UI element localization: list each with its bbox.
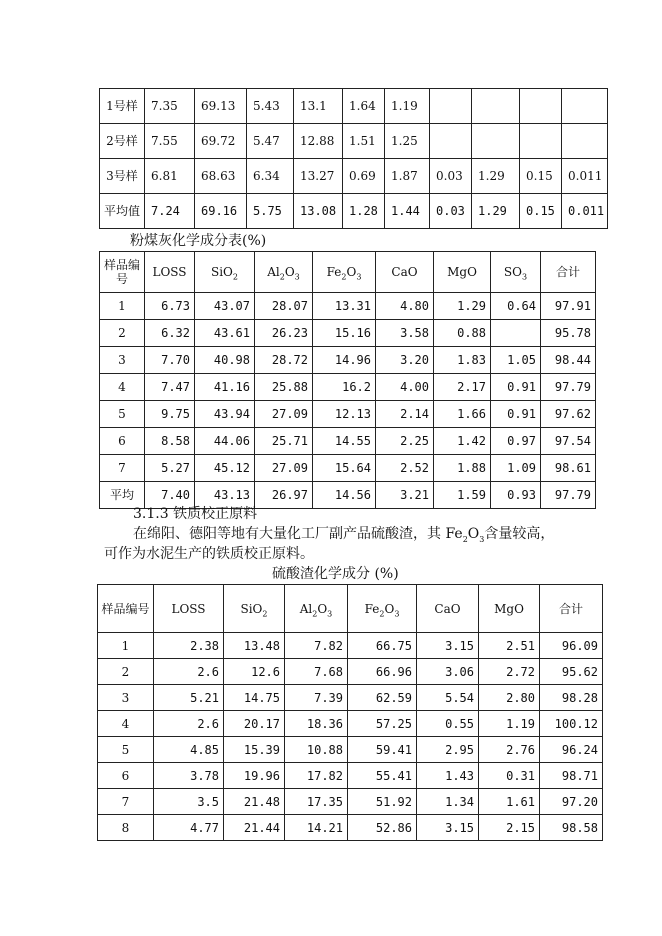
table-cell: 97.62 [541, 401, 596, 428]
table-cell: 2.51 [479, 633, 540, 659]
table-cell: 7.35 [145, 89, 195, 124]
table-cell: 1.19 [479, 711, 540, 737]
table-cell: 3.15 [417, 633, 479, 659]
header-loss: LOSS [154, 585, 224, 633]
table-cell: 51.92 [348, 789, 417, 815]
table-cell: 26.23 [255, 320, 313, 347]
table-cell: 2.15 [479, 815, 540, 841]
fly-ash-table-body [100, 293, 596, 509]
table-cell: 2.95 [417, 737, 479, 763]
table-cell: 7.68 [285, 659, 348, 685]
table-cell: 25.88 [255, 374, 313, 401]
table-cell [491, 320, 541, 347]
table-cell: 7.24 [145, 194, 195, 229]
pyrite-slag-composition-table [97, 584, 603, 841]
table-cell: 15.64 [313, 455, 376, 482]
table-cell: 14.96 [313, 347, 376, 374]
table-row [100, 428, 596, 455]
row-label: 7 [98, 789, 154, 815]
section-paragraph-line-2: 可作为水泥生产的铁质校正原料。 [104, 546, 314, 562]
table-cell: 1.28 [343, 194, 385, 229]
table-cell: 1.88 [434, 455, 491, 482]
table-cell: 10.88 [285, 737, 348, 763]
table-cell: 3.20 [376, 347, 434, 374]
row-label: 1号样 [100, 89, 145, 124]
header-total: 合计 [541, 252, 596, 293]
table-cell: 0.15 [520, 159, 562, 194]
table-cell: 43.61 [195, 320, 255, 347]
table-cell: 7.82 [285, 633, 348, 659]
table-cell: 2.14 [376, 401, 434, 428]
table-cell: 7.40 [145, 482, 195, 509]
table-cell: 5.43 [247, 89, 294, 124]
header-cao: CaO [376, 252, 434, 293]
table-cell: 27.09 [255, 455, 313, 482]
table-cell: 62.59 [348, 685, 417, 711]
fly-ash-table-title: 粉煤灰化学成分表(%) [130, 233, 267, 249]
table-cell [430, 124, 472, 159]
table-cell: 98.71 [540, 763, 603, 789]
table-cell: 12.6 [224, 659, 285, 685]
table-cell: 43.07 [195, 293, 255, 320]
table-cell: 16.2 [313, 374, 376, 401]
table-cell: 66.75 [348, 633, 417, 659]
table-cell: 98.61 [541, 455, 596, 482]
table-cell: 3.21 [376, 482, 434, 509]
table-cell: 68.63 [195, 159, 247, 194]
table-cell: 12.13 [313, 401, 376, 428]
table-cell: 3.58 [376, 320, 434, 347]
table-cell: 6.32 [145, 320, 195, 347]
table-cell: 2.17 [434, 374, 491, 401]
row-label: 5 [100, 401, 145, 428]
raw-material-table-body [100, 89, 608, 229]
header-sio2: SiO$_2$ [224, 585, 285, 633]
table-cell [472, 124, 520, 159]
table-cell: 13.31 [313, 293, 376, 320]
table-cell: 2.72 [479, 659, 540, 685]
fly-ash-composition-table [99, 251, 596, 509]
table-cell: 5.54 [417, 685, 479, 711]
table-cell: 97.54 [541, 428, 596, 455]
table-cell: 3.06 [417, 659, 479, 685]
table-cell: 28.72 [255, 347, 313, 374]
table-cell: 1.43 [417, 763, 479, 789]
header-sample-number: 样品编号 [100, 252, 145, 293]
table-row [98, 789, 603, 815]
table-row [100, 159, 608, 194]
table-cell: 41.16 [195, 374, 255, 401]
table-cell: 6.34 [247, 159, 294, 194]
table-cell: 7.55 [145, 124, 195, 159]
table-cell: 1.59 [434, 482, 491, 509]
table-cell: 2.80 [479, 685, 540, 711]
table-row [100, 124, 608, 159]
table-cell: 69.72 [195, 124, 247, 159]
table-cell: 5.47 [247, 124, 294, 159]
table-cell: 1.34 [417, 789, 479, 815]
table-cell: 9.75 [145, 401, 195, 428]
table-row [100, 194, 608, 229]
table-row [98, 815, 603, 841]
header-fe2o3: $Fe_2O_3$ [313, 252, 376, 293]
table-cell: 69.16 [195, 194, 247, 229]
table-cell: 0.97 [491, 428, 541, 455]
table-cell: 1.09 [491, 455, 541, 482]
row-label: 6 [100, 428, 145, 455]
table-cell: 1.19 [385, 89, 430, 124]
pyrite-slag-table-body [98, 633, 603, 841]
table-cell: 6.73 [145, 293, 195, 320]
table-cell: 3.15 [417, 815, 479, 841]
table-cell: 0.91 [491, 401, 541, 428]
table-cell: 14.55 [313, 428, 376, 455]
table-cell: 3.5 [154, 789, 224, 815]
table-cell: 97.20 [540, 789, 603, 815]
table-cell: 96.09 [540, 633, 603, 659]
table-cell: 2.38 [154, 633, 224, 659]
table-cell: 1.83 [434, 347, 491, 374]
table-cell: 3.78 [154, 763, 224, 789]
table-cell: 43.13 [195, 482, 255, 509]
header-sio2: SiO$_2$ [195, 252, 255, 293]
table-cell: 14.21 [285, 815, 348, 841]
table-cell: 5.75 [247, 194, 294, 229]
table-cell: 7.47 [145, 374, 195, 401]
table-header-row [100, 252, 596, 293]
table-cell [430, 89, 472, 124]
table-cell [472, 89, 520, 124]
table-cell: 4.85 [154, 737, 224, 763]
row-label: 8 [98, 815, 154, 841]
header-total: 合计 [540, 585, 603, 633]
table-cell: 17.82 [285, 763, 348, 789]
table-header-row [98, 585, 603, 633]
table-row [100, 347, 596, 374]
section-paragraph-line-1: 在绵阳、德阳等地有大量化工厂副产品硫酸渣，其 $Fe_2O_3$含量较高， [133, 526, 555, 544]
table-cell: 1.05 [491, 347, 541, 374]
table-cell: 97.79 [541, 374, 596, 401]
table-cell: 95.78 [541, 320, 596, 347]
table-cell [562, 89, 608, 124]
table-cell: 0.31 [479, 763, 540, 789]
table-cell: 4.77 [154, 815, 224, 841]
table-cell: 97.79 [541, 482, 596, 509]
row-label: 平均 [100, 482, 145, 509]
table-row [98, 763, 603, 789]
table-cell: 97.91 [541, 293, 596, 320]
table-row [100, 374, 596, 401]
header-al2o3: $Al_2O_3$ [255, 252, 313, 293]
table-cell: 27.09 [255, 401, 313, 428]
table-row [100, 455, 596, 482]
header-so3: $SO_3$ [491, 252, 541, 293]
table-cell: 17.35 [285, 789, 348, 815]
table-row [98, 711, 603, 737]
header-al2o3: $Al_2O_3$ [285, 585, 348, 633]
table-row [98, 685, 603, 711]
table-cell: 0.15 [520, 194, 562, 229]
table-cell [520, 89, 562, 124]
row-label: 1 [98, 633, 154, 659]
table-cell: 40.98 [195, 347, 255, 374]
header-sample-number: 样品编号 [98, 585, 154, 633]
table-cell: 0.011 [562, 194, 608, 229]
row-label: 1 [100, 293, 145, 320]
table-cell: 26.97 [255, 482, 313, 509]
table-cell: 45.12 [195, 455, 255, 482]
table-cell: 20.17 [224, 711, 285, 737]
table-cell: 1.29 [472, 159, 520, 194]
table-cell: 96.24 [540, 737, 603, 763]
table-cell: 19.96 [224, 763, 285, 789]
table-cell: 1.61 [479, 789, 540, 815]
table-cell: 4.80 [376, 293, 434, 320]
table-cell: 1.29 [434, 293, 491, 320]
row-label: 4 [100, 374, 145, 401]
table-cell: 21.48 [224, 789, 285, 815]
table-cell: 0.93 [491, 482, 541, 509]
row-label: 3号样 [100, 159, 145, 194]
table-cell [520, 124, 562, 159]
table-cell: 15.16 [313, 320, 376, 347]
table-cell: 1.29 [472, 194, 520, 229]
table-row [98, 737, 603, 763]
table-cell: 57.25 [348, 711, 417, 737]
table-cell: 98.44 [541, 347, 596, 374]
table-cell: 69.13 [195, 89, 247, 124]
table-row [98, 633, 603, 659]
table-cell: 66.96 [348, 659, 417, 685]
header-cao: CaO [417, 585, 479, 633]
table-cell: 8.58 [145, 428, 195, 455]
raw-material-table-continued [99, 88, 608, 229]
pyrite-slag-table-title: 硫酸渣化学成分 (%) [272, 566, 399, 582]
table-cell: 12.88 [294, 124, 343, 159]
table-cell: 1.87 [385, 159, 430, 194]
table-cell: 43.94 [195, 401, 255, 428]
table-cell: 0.64 [491, 293, 541, 320]
table-cell: 0.03 [430, 194, 472, 229]
header-mgo: MgO [479, 585, 540, 633]
table-cell: 1.42 [434, 428, 491, 455]
row-label: 5 [98, 737, 154, 763]
table-cell: 98.28 [540, 685, 603, 711]
table-cell: 0.88 [434, 320, 491, 347]
row-label: 2 [98, 659, 154, 685]
table-cell: 4.00 [376, 374, 434, 401]
table-cell: 21.44 [224, 815, 285, 841]
section-heading: 3.1.3 铁质校正原料 [133, 506, 258, 522]
table-cell: 95.62 [540, 659, 603, 685]
table-cell: 13.1 [294, 89, 343, 124]
table-cell: 0.69 [343, 159, 385, 194]
table-cell: 0.91 [491, 374, 541, 401]
table-cell: 55.41 [348, 763, 417, 789]
table-cell: 1.66 [434, 401, 491, 428]
table-cell: 14.75 [224, 685, 285, 711]
table-cell: 2.6 [154, 659, 224, 685]
table-cell: 7.39 [285, 685, 348, 711]
table-row [100, 293, 596, 320]
table-cell: 5.21 [154, 685, 224, 711]
table-cell: 7.70 [145, 347, 195, 374]
row-label: 7 [100, 455, 145, 482]
header-mgo: MgO [434, 252, 491, 293]
table-cell: 15.39 [224, 737, 285, 763]
table-cell: 52.86 [348, 815, 417, 841]
row-label: 4 [98, 711, 154, 737]
row-label: 2 [100, 320, 145, 347]
table-row [100, 89, 608, 124]
table-cell: 0.03 [430, 159, 472, 194]
table-cell: 100.12 [540, 711, 603, 737]
table-cell: 98.58 [540, 815, 603, 841]
table-cell: 25.71 [255, 428, 313, 455]
table-cell: 13.08 [294, 194, 343, 229]
table-cell: 0.55 [417, 711, 479, 737]
row-label: 平均值 [100, 194, 145, 229]
row-label: 2号样 [100, 124, 145, 159]
table-cell: 2.6 [154, 711, 224, 737]
row-label: 6 [98, 763, 154, 789]
table-row [100, 320, 596, 347]
table-cell: 13.48 [224, 633, 285, 659]
table-row [100, 401, 596, 428]
table-cell: 28.07 [255, 293, 313, 320]
header-fe2o3: $Fe_2O_3$ [348, 585, 417, 633]
table-cell: 0.011 [562, 159, 608, 194]
table-cell: 1.25 [385, 124, 430, 159]
table-cell: 6.81 [145, 159, 195, 194]
table-cell: 1.64 [343, 89, 385, 124]
table-cell: 44.06 [195, 428, 255, 455]
row-label: 3 [98, 685, 154, 711]
table-cell: 2.76 [479, 737, 540, 763]
table-cell: 5.27 [145, 455, 195, 482]
table-row [98, 659, 603, 685]
table-cell: 2.52 [376, 455, 434, 482]
table-cell: 13.27 [294, 159, 343, 194]
table-cell: 59.41 [348, 737, 417, 763]
table-cell: 2.25 [376, 428, 434, 455]
table-cell: 1.51 [343, 124, 385, 159]
header-loss: LOSS [145, 252, 195, 293]
row-label: 3 [100, 347, 145, 374]
table-cell [562, 124, 608, 159]
table-cell: 1.44 [385, 194, 430, 229]
table-cell: 14.56 [313, 482, 376, 509]
table-cell: 18.36 [285, 711, 348, 737]
